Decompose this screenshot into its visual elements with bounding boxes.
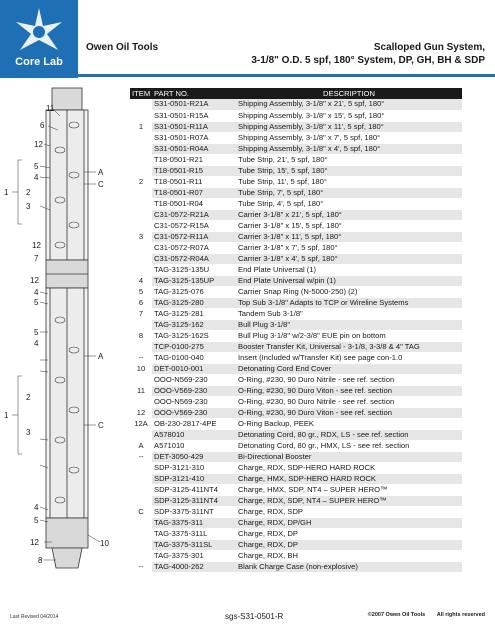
table-row	[130, 363, 462, 374]
table-row	[130, 154, 462, 165]
copyright-block	[358, 612, 485, 618]
part-number-cell: T18-0501-R04	[152, 198, 236, 209]
part-number-cell: SDP-3125-411NT4	[152, 484, 236, 495]
part-number-cell: SDP-3121-310	[152, 462, 236, 473]
item-cell	[130, 198, 152, 209]
table-row	[130, 220, 462, 231]
table-row	[130, 484, 462, 495]
part-number-cell: TAG-3125-135U	[152, 264, 236, 275]
table-row	[130, 110, 462, 121]
part-number-cell: TAG-3125-135UP	[152, 275, 236, 286]
column-header-part: PART NO.	[152, 88, 236, 99]
part-number-cell: DET-0010-001	[152, 363, 236, 374]
parts-table-body	[130, 99, 462, 572]
part-number-cell: TAG-3375-311	[152, 517, 236, 528]
part-number-cell: T18-0501-R21	[152, 154, 236, 165]
part-number-cell: TAG-3375-311L	[152, 528, 236, 539]
diagram-label: 2	[26, 188, 31, 197]
diagram-label: A	[98, 352, 104, 361]
item-cell: 12	[130, 407, 152, 418]
document-id: sgs-S31-0501-R	[225, 612, 284, 621]
diagram-label: 4	[34, 339, 39, 348]
item-cell	[130, 209, 152, 220]
description-cell: O-Ring, #230, 90 Duro Nitrile - see ref. section	[236, 374, 462, 385]
part-number-cell: S31-0501-R07A	[152, 132, 236, 143]
part-number-cell: OOO-V569-230	[152, 407, 236, 418]
rights-reserved: All rights reserved	[436, 612, 485, 618]
table-row	[130, 352, 462, 363]
item-cell: --	[130, 451, 152, 462]
table-row	[130, 517, 462, 528]
diagram-label: 12	[30, 538, 39, 547]
item-cell: C	[130, 506, 152, 517]
description-cell: Charge, RDX, DP/GH	[236, 517, 462, 528]
description-cell: Charge, RDX, BH	[236, 550, 462, 561]
diagram-label: 1	[4, 188, 9, 197]
table-row	[130, 121, 462, 132]
item-cell: 12A	[130, 418, 152, 429]
item-cell	[130, 429, 152, 440]
part-number-cell: S31-0501-R21A	[152, 99, 236, 110]
part-number-cell: TAG-3125-076	[152, 286, 236, 297]
item-cell: 6	[130, 297, 152, 308]
table-row	[130, 176, 462, 187]
table-row	[130, 539, 462, 550]
description-cell: O-Ring Backup, PEEK	[236, 418, 462, 429]
table-row	[130, 275, 462, 286]
part-number-cell: C31-0572-R15A	[152, 220, 236, 231]
part-number-cell: TAG-3125-281	[152, 308, 236, 319]
description-cell: Detonating Cord, 80 gr., HMX, LS - see ref. section	[236, 440, 462, 451]
description-cell: Tube Strip, 15', 5 spf, 180°	[236, 165, 462, 176]
column-header-description: DESCRIPTION	[236, 88, 462, 99]
part-number-cell: TAG-3375-301	[152, 550, 236, 561]
part-number-cell: C31-0572-R11A	[152, 231, 236, 242]
page-title-line1: Scalloped Gun System,	[373, 42, 485, 53]
item-cell	[130, 539, 152, 550]
diagram-label: 12	[30, 276, 39, 285]
part-number-cell: TAG-3125-162	[152, 319, 236, 330]
description-cell: Tube Strip, 21', 5 spf, 180°	[236, 154, 462, 165]
diagram-label: 5	[34, 516, 39, 525]
item-cell: 3	[130, 231, 152, 242]
item-cell	[130, 528, 152, 539]
part-number-cell: S31-0501-R15A	[152, 110, 236, 121]
gun-assembly-diagram	[0, 80, 130, 580]
description-cell: Top Sub 3-1/8" Adapts to TCP or Wireline Systems	[236, 297, 462, 308]
table-row	[130, 286, 462, 297]
description-cell: Charge, RDX, DP	[236, 539, 462, 550]
description-cell: Insert (Included w/Transfer Kit) see page con-1.0	[236, 352, 462, 363]
item-cell	[130, 99, 152, 110]
item-cell	[130, 110, 152, 121]
item-cell	[130, 319, 152, 330]
description-cell: Bull Plug 3-1/8" w/2-3/8" EUE pin on bottom	[236, 330, 462, 341]
item-cell: --	[130, 561, 152, 572]
table-header-row	[130, 88, 462, 99]
item-cell	[130, 187, 152, 198]
description-cell: Charge, RDX, DP	[236, 528, 462, 539]
item-cell: 8	[130, 330, 152, 341]
description-cell: Shipping Assembly, 3-1/8" x 4', 5 spf, 180°	[236, 143, 462, 154]
part-number-cell: OB-230-2817-4PE	[152, 418, 236, 429]
description-cell: Carrier Snap Ring (N-5000-250) (2)	[236, 286, 462, 297]
description-cell: Bull Plug 3-1/8"	[236, 319, 462, 330]
description-cell: Detonating Cord, 80 gr., RDX, LS - see ref. section	[236, 429, 462, 440]
table-row	[130, 396, 462, 407]
part-number-cell: T18-0501-R11	[152, 176, 236, 187]
part-number-cell: OOO-V569-230	[152, 385, 236, 396]
table-row	[130, 330, 462, 341]
item-cell	[130, 143, 152, 154]
table-row	[130, 319, 462, 330]
description-cell: Shipping Assembly, 3-1/8" x 11', 5 spf, 180°	[236, 121, 462, 132]
part-number-cell: TAG-3125-162S	[152, 330, 236, 341]
description-cell: Carrier 3-1/8" x 15', 5 spf, 180°	[236, 220, 462, 231]
table-row	[130, 407, 462, 418]
part-number-cell: SDP-3125-311NT4	[152, 495, 236, 506]
description-cell: Charge, HMX, SDP, NT4 – SUPER HERO™	[236, 484, 462, 495]
item-cell: 4	[130, 275, 152, 286]
description-cell: Tandem Sub 3-1/8"	[236, 308, 462, 319]
part-number-cell: TAG-4000-262	[152, 561, 236, 572]
part-number-cell: TAG-3375-311SL	[152, 539, 236, 550]
description-cell: End Plate Universal (1)	[236, 264, 462, 275]
diagram-label: 10	[100, 539, 109, 548]
description-cell: Shipping Assembly, 3-1/8" x 21', 5 spf, 180°	[236, 99, 462, 110]
table-row	[130, 561, 462, 572]
item-cell	[130, 341, 152, 352]
table-row	[130, 429, 462, 440]
diagram-label: C	[98, 180, 104, 189]
part-number-cell: A571010	[152, 440, 236, 451]
item-cell	[130, 242, 152, 253]
description-cell: Charge, RDX, SDP	[236, 506, 462, 517]
description-cell: Carrier 3-1/8" x 11', 5 spf, 180°	[236, 231, 462, 242]
table-row	[130, 209, 462, 220]
part-number-cell: OOO-N569-230	[152, 396, 236, 407]
core-lab-star-icon	[12, 6, 66, 56]
parts-table	[130, 88, 462, 573]
diagram-label: 6	[40, 121, 45, 130]
table-row	[130, 506, 462, 517]
item-cell	[130, 396, 152, 407]
diagram-label: 3	[26, 202, 31, 211]
description-cell: Charge, HMX, SDP-HERO HARD ROCK	[236, 473, 462, 484]
description-cell: Blank Charge Case (non-explosive)	[236, 561, 462, 572]
description-cell: Carrier 3-1/8" x 4', 5 spf, 180°	[236, 253, 462, 264]
item-cell	[130, 253, 152, 264]
table-row	[130, 308, 462, 319]
item-cell	[130, 165, 152, 176]
item-cell: 2	[130, 176, 152, 187]
part-number-cell: OOO-N569-230	[152, 374, 236, 385]
table-row	[130, 143, 462, 154]
item-cell	[130, 484, 152, 495]
description-cell: Detonating Cord End Cover	[236, 363, 462, 374]
table-row	[130, 462, 462, 473]
table-row	[130, 99, 462, 110]
part-number-cell: C31-0572-R07A	[152, 242, 236, 253]
part-number-cell: C31-0572-R04A	[152, 253, 236, 264]
part-number-cell: TAG-3125-280	[152, 297, 236, 308]
table-row	[130, 132, 462, 143]
item-cell	[130, 264, 152, 275]
description-cell: Tube Strip, 4', 5 spf, 180°	[236, 198, 462, 209]
page-header	[0, 0, 495, 78]
item-cell: 1	[130, 121, 152, 132]
table-row	[130, 187, 462, 198]
diagram-label: 3	[26, 428, 31, 437]
part-number-cell: SDP-3375-311NT	[152, 506, 236, 517]
logo-text: Core Lab	[15, 56, 63, 68]
description-cell: O-Ring, #230, 90 Duro Viton - see ref. section	[236, 385, 462, 396]
item-cell	[130, 462, 152, 473]
item-cell	[130, 374, 152, 385]
item-cell: 11	[130, 385, 152, 396]
diagram-label: 5	[34, 162, 39, 171]
diagram-label: 8	[38, 556, 43, 565]
table-row	[130, 418, 462, 429]
diagram-label: A	[98, 168, 104, 177]
column-header-item: ITEM	[132, 89, 151, 98]
part-number-cell: SDP-3121-410	[152, 473, 236, 484]
item-cell: 10	[130, 363, 152, 374]
table-row	[130, 165, 462, 176]
table-row	[130, 374, 462, 385]
item-cell: A	[130, 440, 152, 451]
part-number-cell: TCP-0100-275	[152, 341, 236, 352]
table-row	[130, 473, 462, 484]
description-cell: Tube Strip, 7', 5 spf, 180°	[236, 187, 462, 198]
part-number-cell: C31-0572-R21A	[152, 209, 236, 220]
part-number-cell: S31-0501-R04A	[152, 143, 236, 154]
upper-gun-drawing	[46, 88, 88, 288]
table-row	[130, 550, 462, 561]
description-cell: Shipping Assembly, 3-1/8" x 7', 5 spf, 180°	[236, 132, 462, 143]
part-number-cell: S31-0501-R11A	[152, 121, 236, 132]
part-number-cell: T18-0501-R07	[152, 187, 236, 198]
description-cell: Charge, RDX, SDP, NT4 – SUPER HERO™	[236, 495, 462, 506]
diagram-label: 7	[34, 254, 39, 263]
diagram-label: 5	[34, 298, 39, 307]
diagram-label: 11	[46, 104, 55, 113]
table-row	[130, 242, 462, 253]
item-cell	[130, 154, 152, 165]
page-title-line2: 3-1/8" O.D. 5 spf, 180° System, DP, GH, BH & SDP	[251, 55, 485, 66]
table-row	[130, 528, 462, 539]
diagram-label: 12	[32, 241, 41, 250]
description-cell: O-Ring, #230, 90 Duro Viton - see ref. section	[236, 407, 462, 418]
part-number-cell: TAG-0100-040	[152, 352, 236, 363]
description-cell: End Plate Universal w/pin (1)	[236, 275, 462, 286]
table-row	[130, 198, 462, 209]
description-cell: Booster Transfer Kit, Universal - 3-1/8, 3-3/8 & 4" TAG	[236, 341, 462, 352]
part-number-cell: DET-3050-429	[152, 451, 236, 462]
diagram-label: 4	[34, 288, 39, 297]
company-name: Owen Oil Tools	[86, 42, 159, 53]
description-cell: O-Ring, #230, 90 Duro Nitrile - see ref. section	[236, 396, 462, 407]
diagram-label: 12	[34, 140, 43, 149]
diagram-label: 5	[34, 328, 39, 337]
diagram-label: 2	[26, 393, 31, 402]
core-lab-logo	[0, 0, 78, 78]
last-revised: Last Revised 04/2014	[10, 614, 59, 620]
table-row	[130, 231, 462, 242]
table-row	[130, 495, 462, 506]
table-row	[130, 253, 462, 264]
header-rule	[0, 74, 495, 77]
diagram-label: C	[98, 421, 104, 430]
description-cell: Carrier 3-1/8" x 21', 5 spf, 180°	[236, 209, 462, 220]
table-row	[130, 440, 462, 451]
table-row	[130, 297, 462, 308]
item-cell	[130, 220, 152, 231]
description-cell: Charge, RDX, SDP-HERO HARD ROCK	[236, 462, 462, 473]
copyright: ©2007 Owen Oil Tools	[367, 612, 426, 618]
item-cell	[130, 495, 152, 506]
diagram-label: 1	[4, 411, 9, 420]
item-cell	[130, 132, 152, 143]
parts-table-container	[130, 88, 462, 573]
table-row	[130, 451, 462, 462]
description-cell: Carrier 3-1/8" x 7', 5 spf, 180°	[236, 242, 462, 253]
item-cell	[130, 473, 152, 484]
description-cell: Shipping Assembly, 3-1/8" x 15', 5 spf, 180°	[236, 110, 462, 121]
description-cell: Tube Strip, 11', 5 spf, 180°	[236, 176, 462, 187]
item-cell	[130, 517, 152, 528]
item-cell: 5	[130, 286, 152, 297]
part-number-cell: T18-0501-R15	[152, 165, 236, 176]
table-row	[130, 385, 462, 396]
part-number-cell: A578010	[152, 429, 236, 440]
item-cell: 7	[130, 308, 152, 319]
item-cell: --	[130, 352, 152, 363]
item-cell	[130, 550, 152, 561]
table-row	[130, 341, 462, 352]
table-row	[130, 264, 462, 275]
diagram-label: 4	[34, 503, 39, 512]
diagram-label: 4	[34, 173, 39, 182]
description-cell: Bi-Directional Booster	[236, 451, 462, 462]
lower-gun-drawing	[46, 288, 88, 568]
